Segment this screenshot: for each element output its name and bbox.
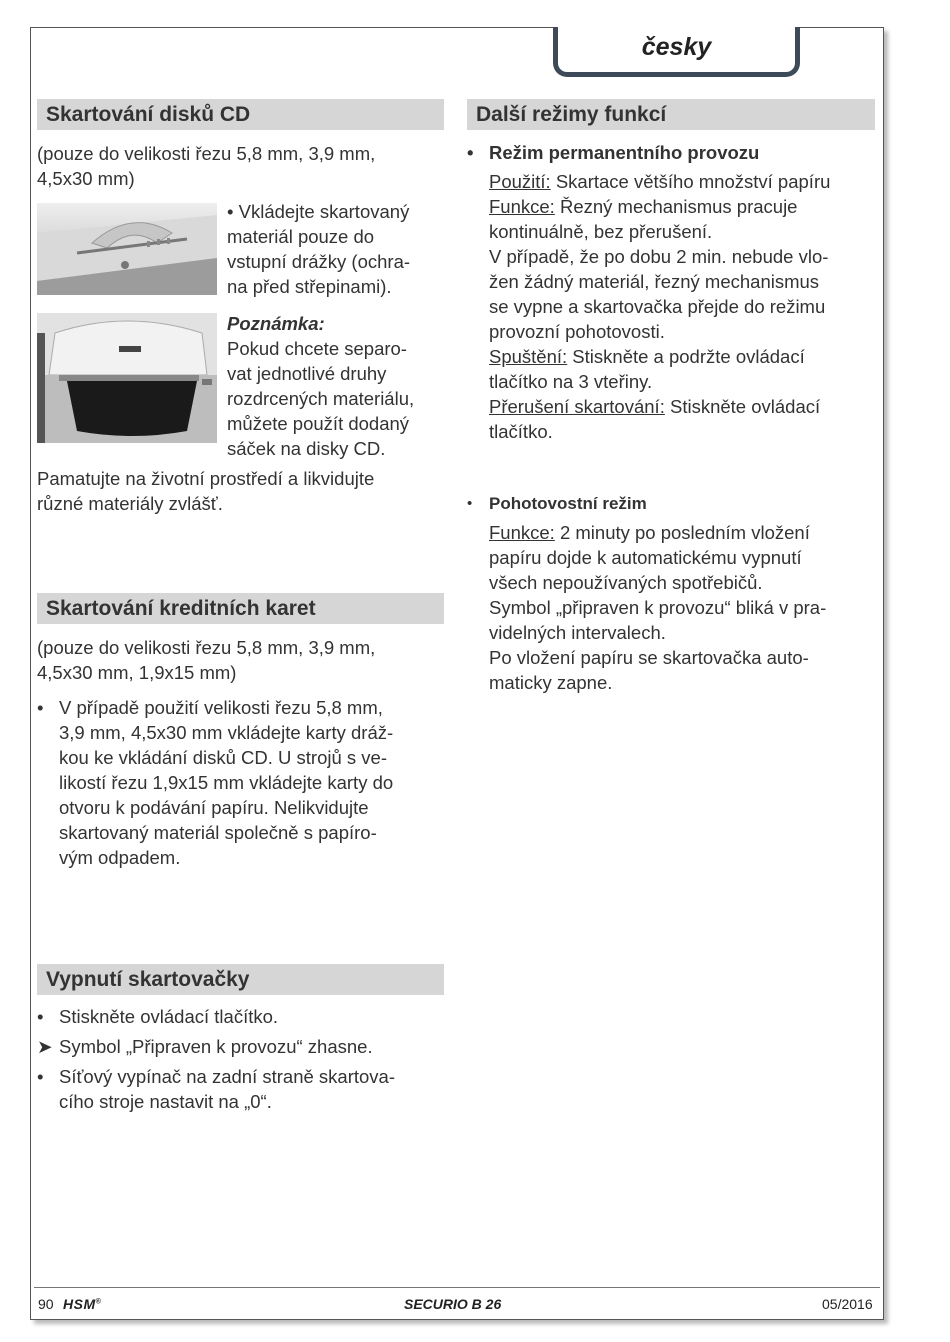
cd-bag-photo <box>37 313 217 443</box>
permanent-mode-title: Režim permanentního provozu <box>489 142 760 163</box>
section-heading-cards: Skartování kreditních karet <box>37 593 444 624</box>
brand-logo: HSM® <box>63 1296 102 1312</box>
section-heading-switch-off: Vypnutí skartovačky <box>37 964 444 995</box>
cd-intro: (pouze do velikosti řezu 5,8 mm, 3,9 mm, 4,5x30 mm) <box>37 143 376 189</box>
page-number: 90 <box>38 1296 54 1312</box>
cards-bullet: • V případě použití velikosti řezu 5,8 mm, 3,9 mm, 4,5x30 mm vkládejte karty dráž- kou ke vkládání disků CD. U strojů s ve- likostí řezu 1,9x15 mm vkládejte karty do otvoru k podávání papíru. Nelikvidujte skartovaný materiál společně s papíro- vým odpadem. <box>37 697 394 868</box>
permanent-mode-block: • Režim permanentního provozu Použití: Skartace většího množství papíru Funkce: Řezný mechanismus pracuje kontinuálně, bez přerušení. V případě, že po dobu 2 min. nebude vlo- žen žádný materiál, řezný mechanismus se vypne a skartovačka přejde do režimu provozní pohotovosti. Spuštění: Stiskněte a podržte ovládací tlačítko na 3 vteřiny. Přerušení skartování: Stiskněte ovládací tlačítko. <box>467 142 831 442</box>
list-item: ➤ Symbol „Připraven k provozu“ zhasne. <box>37 1036 373 1057</box>
model-name: SECURIO B 26 <box>404 1296 502 1312</box>
section-heading-other-modes: Další režimy funkcí <box>467 99 875 130</box>
cd-slot-photo <box>37 203 217 295</box>
cd-insert-instruction: • Vkládejte skartovaný materiál pouze do vstupní drážky (ochra- na před střepinami). <box>227 201 411 297</box>
footer-divider <box>34 1287 880 1288</box>
section-heading-cd: Skartování disků CD <box>37 99 444 130</box>
cd-environment-note: Pamatujte na životní prostředí a likvidujte různé materiály zvlášť. <box>37 468 375 514</box>
standby-mode-block: • Pohotovostní režim Funkce: 2 minuty po posledním vložení papíru dojde k automatickému vypnutí všech nepoužívaných spotřebičů. Symbol „připraven k provozu“ bliká v pra- videlných intervalech. Po vložení papíru se skartovačka auto- maticky zapne. <box>467 491 877 695</box>
cd-note: Poznámka: Pokud chcete separo- vat jednotlivé druhy rozdrcených materiálu, můžete použít dodaný sáček na disky CD. <box>227 311 452 461</box>
cards-intro: (pouze do velikosti řezu 5,8 mm, 3,9 mm, 4,5x30 mm, 1,9x15 mm) <box>37 637 376 683</box>
switch-off-list <box>37 1004 449 1114</box>
list-item: • Síťový vypínač na zadní straně skartova- cího stroje nastavit na „0“. <box>37 1066 395 1112</box>
standby-mode-title: Pohotovostní režim <box>489 494 647 513</box>
list-item: • Stiskněte ovládací tlačítko. <box>37 1006 279 1027</box>
note-label: Poznámka: <box>227 313 325 334</box>
issue-date: 05/2016 <box>822 1296 873 1312</box>
language-tab: česky <box>553 27 800 77</box>
